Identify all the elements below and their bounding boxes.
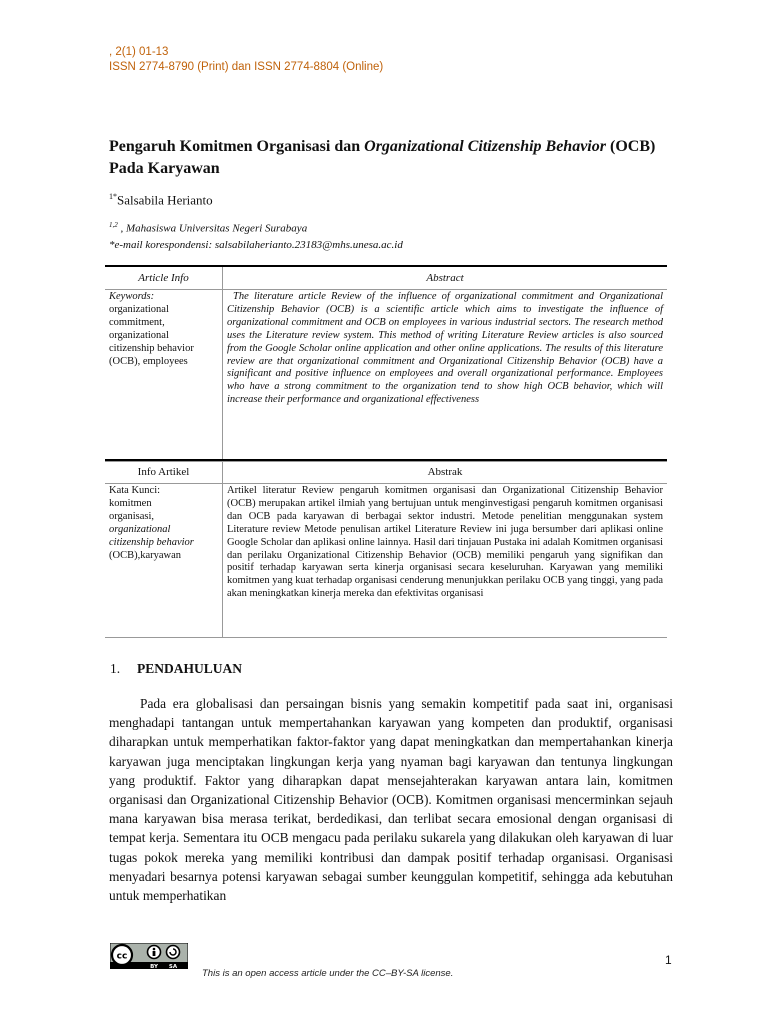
cc-sa-label: SA xyxy=(168,964,178,969)
keyword-line: organizational xyxy=(109,523,171,535)
cc-badge-text: cc xyxy=(116,951,128,962)
affiliation-superscript: 1,2 xyxy=(109,221,118,229)
abstrak-header: Abstrak xyxy=(223,460,668,484)
article-info-header: Article Info xyxy=(105,266,223,290)
section-number: 1. xyxy=(110,661,121,676)
abstract-table-english xyxy=(105,265,667,462)
keyword-line: komitmen xyxy=(109,497,152,509)
page-number: 1 xyxy=(665,953,672,967)
keywords-cell xyxy=(105,290,223,462)
keyword-line: organizational xyxy=(109,303,169,315)
kata-kunci-cell xyxy=(105,484,223,638)
affiliation-email: *e-mail korespondensi: salsabilaherianto.23183@mhs.unesa.ac.id xyxy=(109,238,403,251)
section-title: PENDAHULUAN xyxy=(137,661,243,676)
abstract-text-english: The literature article Review of the influence of organizational commitment and Organizational Citizenship Behavior (OCB) is a scientific article which aims to investigate the influence of organizational commitment and OCB on employees in various industrial sectors. The research method uses the Literature review system. This method of writing Literature Review articles is also sourced from the Google Scholar online application and other online applications. The results of this literature review are that organizational commitment and Organizational Citizenship Behavior (OCB) have a significant and positive influence on employees and overall organizational performance. Employees who have a strong commitment to the organization tend to show high OCB behavior, which will increase their performance and organizational effectiveness xyxy=(227,291,663,406)
cc-by-sa-license-icon xyxy=(110,943,188,969)
affiliation xyxy=(109,217,669,253)
title-part-2: Organizational Citizenship Behavior xyxy=(364,138,606,155)
affiliation-institution: , Mahasiswa Universitas Negeri Surabaya xyxy=(117,222,308,235)
keywords-label: Keywords: xyxy=(109,291,155,302)
keyword-line: commitment, xyxy=(109,316,165,328)
title-part-1: Pengaruh Komitmen Organisasi dan xyxy=(109,138,365,155)
abstract-table-indonesian xyxy=(105,459,667,638)
keyword-line: (OCB),karyawan xyxy=(109,549,182,561)
journal-volume: , 2(1) 01-13 xyxy=(109,46,169,58)
info-artikel-header: Info Artikel xyxy=(105,460,223,484)
article-title xyxy=(109,136,674,180)
author-line xyxy=(109,192,213,208)
keyword-line: citizenship behavior xyxy=(109,342,194,354)
author-name: Salsabila Herianto xyxy=(117,192,213,208)
abstract-text-indonesian: Artikel literatur Review pengaruh komitmen organisasi dan Organizational Citizenship Behavior (OCB) merupakan artikel ilmiah yang bertujuan untuk menginvestigasi pengaruh komitmen organisasi dan OCB pada karyawan di berbagai sektor industri. Metode penelitian menggunakan system Literature review Metode penulisan artikel Literature Review ini juga bersumber dari aplikasi online Google Scholar dan aplikasi online lainnya. Hasil dari tinjauan Pustaka ini adalah Komitmen organisasi dan perilaku Organizational Citizenship Behavior (OCB) memiliki pengaruh yang signifikan dan positif terhadap karyawan serta kinerja organisasi secara keseluruhan. Karyawan yang memiliki komitmen yang kuat terhadap organisasi cenderung menunjukkan perilaku OCB yang tinggi, yang pada akan meningkatkan kinerja mereka dan efektivitas organisasi xyxy=(227,485,663,600)
author-superscript: 1* xyxy=(109,192,117,201)
title-part-3: (OCB) Pada Karyawan xyxy=(109,138,656,177)
journal-issn: ISSN 2774-8790 (Print) dan ISSN 2774-8804 (Online) xyxy=(109,61,384,73)
keyword-line: organisasi, xyxy=(109,510,155,522)
license-note: This is an open access article under the CC–BY-SA license. xyxy=(202,968,454,979)
keyword-line: citizenship behavior xyxy=(109,536,194,548)
cc-by-label: BY xyxy=(150,964,158,969)
intro-paragraph: Pada era globalisasi dan persaingan bisnis yang semakin kompetitif pada saat ini, organisasi menghadapi tantangan untuk mempertahankan karyawan yang kompeten dan produktif, organisasi diharapkan untuk memperhatikan faktor-faktor yang dapat meningkatkan dan mempertahankan kinerja karyawan juga menciptakan lingkungan kerja yang nyaman bagi karyawan dan tentunya lingkungan yang produktif. Faktor yang diharapkan dapat mensejahterakan karyawan antara lain, komitmen organisasi dan Organizational Citizenship Behavior (OCB). Komitmen organisasi mencerminkan sejauh mana karyawan bisa merasa terikat, berdedikasi, dan terlibat secara emosional dengan organisasi di tempat kerja. Sementara itu OCB mengacu pada perilaku sukarela yang dilakukan oleh karyawan di luar tugas pokok mereka yang memiliki kontribusi dan dampak positif terhadap organisasi. Organisasi menyadari besarnya potensi karyawan sebagai sumber keunggulan kompetitif, sehingga ada kebutuhan untuk memperhatikan xyxy=(109,696,673,904)
keyword-line: organizational xyxy=(109,329,169,341)
abstract-header: Abstract xyxy=(223,266,668,290)
section-heading xyxy=(110,661,242,677)
kata-kunci-label: Kata Kunci: xyxy=(109,485,161,496)
keyword-line: (OCB), employees xyxy=(109,355,188,367)
